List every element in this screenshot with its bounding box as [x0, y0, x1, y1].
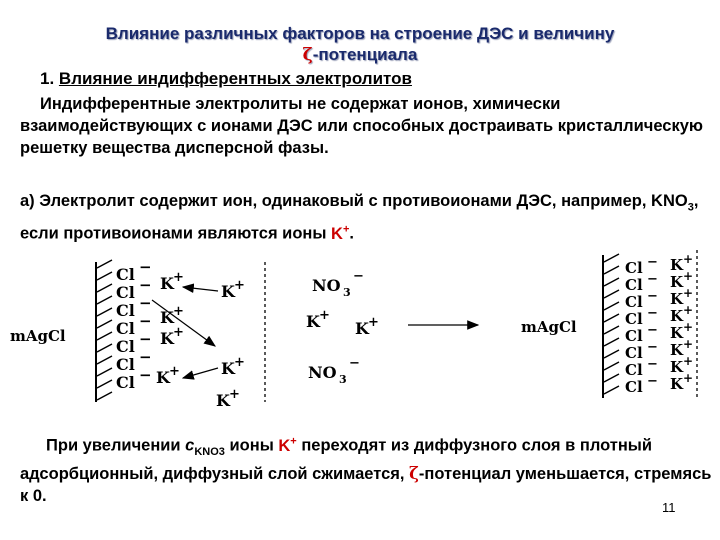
conclusion-sub: KNO3	[194, 445, 225, 458]
paragraph-definition: Индифферентные электролиты не содержат ионов, химически взаимодействующих с ионами ДЭС или способных достраивать кристаллическую решетку вещества дисперсной фазы.	[20, 95, 704, 157]
left-cl-charges	[139, 258, 152, 384]
k-ion: K	[160, 308, 174, 327]
svg-text:+: +	[683, 269, 694, 283]
svg-text:−: −	[139, 348, 152, 366]
svg-text:+: +	[368, 315, 379, 330]
cl-ion: Cl	[116, 283, 135, 302]
k-ion: K	[156, 368, 170, 387]
k-ion: K	[160, 329, 174, 348]
svg-text:−: −	[647, 357, 658, 372]
svg-text:K: K	[670, 256, 684, 274]
right-particle-label: mAgCl	[521, 318, 577, 336]
k-ion: K	[221, 359, 235, 378]
cl-ion: Cl	[116, 301, 135, 320]
svg-text:−: −	[647, 323, 658, 338]
svg-text:+: +	[683, 303, 694, 317]
svg-text:−: −	[647, 255, 658, 270]
svg-text:Cl: Cl	[625, 293, 643, 311]
k-ion: K	[221, 282, 235, 301]
svg-text:+: +	[319, 308, 330, 323]
cl-ion: Cl	[116, 355, 135, 374]
cl-ion: Cl	[116, 337, 135, 356]
svg-text:+: +	[683, 371, 694, 385]
svg-text:K: K	[670, 358, 684, 376]
k-ion: K	[216, 391, 230, 410]
svg-text:K: K	[670, 273, 684, 291]
svg-text:Cl: Cl	[625, 276, 643, 294]
conclusion-ion: K+	[278, 435, 297, 455]
case-a-ion: K+	[331, 223, 350, 243]
svg-text:−: −	[139, 366, 152, 384]
left-hatching	[97, 260, 112, 400]
svg-text:3: 3	[343, 286, 351, 299]
svg-text:K: K	[670, 324, 684, 342]
svg-text:−: −	[139, 276, 152, 294]
svg-text:−: −	[647, 289, 658, 304]
svg-text:+: +	[173, 270, 184, 285]
svg-text:K: K	[670, 290, 684, 308]
conclusion-text-a: При увеличении	[46, 436, 186, 455]
page-number: 11	[662, 500, 676, 515]
svg-text:Cl: Cl	[625, 344, 643, 362]
right-hatching	[604, 254, 619, 394]
k-ion: K	[306, 312, 320, 331]
svg-text:Cl: Cl	[625, 259, 643, 277]
svg-text:+: +	[683, 320, 694, 334]
electrolyte-ions	[306, 269, 379, 386]
nitrate-ion: NO	[308, 363, 337, 382]
conclusion-text-d: -потенциал уменьшается, стремясь к 0.	[20, 464, 712, 505]
svg-text:+: +	[173, 304, 184, 319]
svg-text:−: −	[647, 306, 658, 321]
svg-text:Cl: Cl	[625, 361, 643, 379]
k-ion: K	[160, 274, 174, 293]
svg-text:+: +	[683, 286, 694, 300]
svg-text:+: +	[683, 337, 694, 351]
svg-text:K: K	[670, 341, 684, 359]
svg-text:K: K	[670, 375, 684, 393]
right-cl-column	[625, 259, 643, 396]
svg-text:−: −	[647, 272, 658, 287]
case-a-text: а) Электролит содержит ион, одинаковый с противоионами ДЭС, например, KNO	[20, 192, 688, 210]
svg-text:+: +	[229, 387, 240, 402]
svg-text:−: −	[139, 258, 152, 276]
svg-text:Cl: Cl	[625, 327, 643, 345]
svg-text:−: −	[349, 356, 360, 371]
svg-text:+: +	[234, 278, 245, 293]
title-line2-text: -потенциала	[312, 45, 418, 64]
right-cl-charges	[647, 255, 658, 389]
svg-text:+: +	[234, 355, 245, 370]
k-ion: K	[355, 319, 369, 338]
paragraph-conclusion	[20, 430, 715, 507]
cl-ion: Cl	[116, 265, 135, 284]
cl-ion: Cl	[116, 373, 135, 392]
slide-title-line1: Влияние различных факторов на строение ДЭС и величину	[105, 24, 615, 43]
svg-text:−: −	[139, 312, 152, 330]
case-a-end: .	[349, 224, 354, 243]
svg-text:+: +	[173, 325, 184, 340]
svg-text:3: 3	[339, 373, 347, 386]
case-a-sub: 3	[687, 201, 694, 214]
svg-text:K: K	[670, 307, 684, 325]
svg-text:−: −	[647, 340, 658, 355]
section-number: 1.	[40, 69, 55, 88]
svg-text:−: −	[139, 294, 152, 312]
conclusion-text-b: ионы	[224, 436, 279, 455]
cl-ion: Cl	[116, 319, 135, 338]
conclusion-c: с	[185, 436, 195, 455]
svg-text:+: +	[169, 364, 180, 379]
right-k-column	[670, 256, 684, 393]
svg-text:Cl: Cl	[625, 310, 643, 328]
zeta-symbol: ζ	[302, 45, 313, 65]
conclusion-zeta: ζ	[409, 463, 419, 483]
case-a-text2: , если противоионами являются ионы	[20, 192, 699, 243]
svg-text:+: +	[683, 354, 694, 368]
svg-text:−: −	[647, 374, 658, 389]
left-cl-column	[116, 265, 135, 392]
svg-text:−: −	[139, 330, 152, 348]
left-particle-label: mAgCl	[10, 327, 66, 345]
right-k-charges	[683, 252, 693, 385]
svg-text:−: −	[353, 269, 364, 284]
svg-text:+: +	[683, 252, 694, 266]
section-title: Влияние индифферентных электролитов	[58, 69, 412, 88]
svg-text:Cl: Cl	[625, 378, 643, 396]
conclusion-text-c: переходят из диффузного слоя в плотный адсорбционный, диффузный слой сжимается,	[20, 436, 653, 483]
nitrate-ion: NO	[312, 276, 341, 295]
